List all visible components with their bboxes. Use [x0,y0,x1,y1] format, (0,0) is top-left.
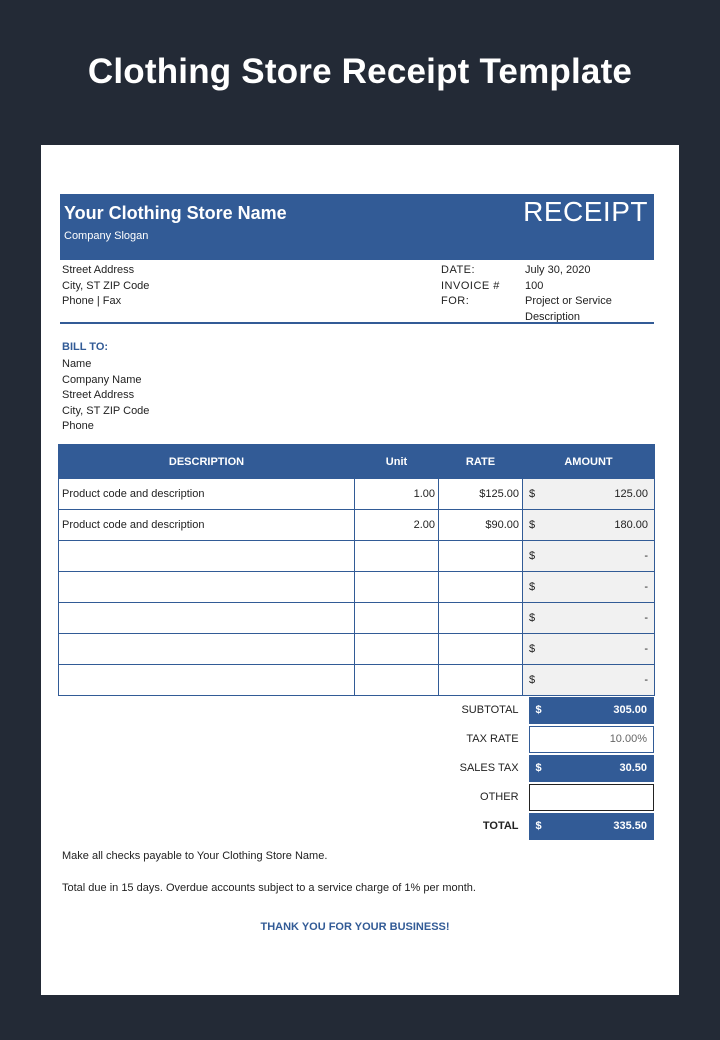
for-value: Project or Service [525,295,612,307]
receipt-document [41,145,679,995]
other-box[interactable] [529,784,654,811]
invoice-label: INVOICE # [441,279,500,292]
col-description: DESCRIPTION [59,445,355,479]
tax-rate-value: 10.00% [609,733,647,745]
currency-symbol: $ [535,762,542,774]
tax-rate-label: TAX RATE [466,733,519,745]
table-row [59,541,655,572]
item-rate[interactable]: $90.00 [439,510,523,541]
currency-symbol: $ [535,820,542,832]
date-value: July 30, 2020 [525,264,591,276]
currency-symbol: $ [529,581,536,593]
item-rate[interactable]: $125.00 [439,479,523,510]
other-row [441,783,654,811]
item-rate[interactable] [439,634,523,665]
subtotal-value: 305.00 [613,704,647,716]
table-row [59,572,655,603]
item-unit[interactable] [355,665,439,696]
item-amount: - [644,581,648,593]
item-rate[interactable] [439,603,523,634]
bill-to-block [62,357,149,435]
subtotal-label: SUBTOTAL [461,704,519,716]
item-amount: - [644,612,648,624]
item-description[interactable] [59,541,355,572]
item-amount-cell [523,634,655,665]
item-amount: 125.00 [614,488,648,500]
item-amount-cell [523,572,655,603]
sales-tax-label: SALES TAX [459,762,519,774]
bill-to-line: City, ST ZIP Code [62,404,150,417]
meta-labels [441,263,500,310]
bill-to-line: Company Name [62,373,142,386]
item-rate[interactable] [439,541,523,572]
due-note: Total due in 15 days. Overdue accounts subject to a service charge of 1% per month. [62,882,476,894]
item-amount: - [644,674,648,686]
bill-to-line: Phone [62,420,94,432]
item-description[interactable] [59,603,355,634]
item-rate[interactable] [439,665,523,696]
table-row [59,603,655,634]
table-header-row [59,445,655,479]
for-label: FOR: [441,295,470,307]
item-description[interactable]: Product code and description [59,510,355,541]
table-row [59,510,655,541]
currency-symbol: $ [529,550,536,562]
table-row [59,479,655,510]
line-items-table [58,444,655,696]
store-name: Your Clothing Store Name [64,203,287,223]
address-line: City, ST ZIP Code [62,279,150,292]
store-address [62,263,149,310]
total-box [529,813,654,840]
table-row [59,665,655,696]
currency-symbol: $ [535,704,542,716]
col-amount: AMOUNT [523,445,655,479]
item-amount-cell [523,665,655,696]
item-description[interactable] [59,634,355,665]
page-title: Clothing Store Receipt Template [87,52,633,91]
tax-rate-box[interactable] [529,726,654,753]
invoice-value: 100 [525,279,544,292]
currency-symbol: $ [529,488,536,500]
header-divider [60,322,654,324]
item-unit[interactable]: 2.00 [355,510,439,541]
item-description[interactable] [59,572,355,603]
item-unit[interactable] [355,541,439,572]
meta-values [525,263,635,325]
checks-note: Make all checks payable to Your Clothing Store Name. [62,850,328,862]
item-amount: - [644,550,648,562]
thank-you-message: THANK YOU FOR YOUR BUSINESS! [260,921,450,933]
address-line: Street Address [62,264,135,276]
sales-tax-box [529,755,654,782]
col-unit: Unit [355,445,439,479]
company-slogan: Company Slogan [64,230,149,242]
item-unit[interactable]: 1.00 [355,479,439,510]
item-amount-cell [523,510,655,541]
subtotal-row [441,696,654,724]
item-unit[interactable] [355,572,439,603]
bill-to-heading: BILL TO: [62,341,109,353]
total-label: TOTAL [482,820,519,832]
item-rate[interactable] [439,572,523,603]
item-description[interactable] [59,665,355,696]
other-label: OTHER [480,791,519,803]
item-description[interactable]: Product code and description [59,479,355,510]
total-row [441,812,654,840]
receipt-header-bar [60,194,654,260]
currency-symbol: $ [529,674,536,686]
table-row [59,634,655,665]
item-amount: - [644,643,648,655]
col-rate: RATE [439,445,523,479]
item-unit[interactable] [355,634,439,665]
receipt-label: RECEIPT [523,196,648,227]
currency-symbol: $ [529,612,536,624]
subtotal-box [529,697,654,724]
date-label: DATE: [441,264,476,276]
currency-symbol: $ [529,643,536,655]
item-unit[interactable] [355,603,439,634]
item-amount: 180.00 [614,519,648,531]
item-amount-cell [523,479,655,510]
address-line: Phone | Fax [62,295,122,307]
bill-to-line: Street Address [62,389,135,401]
item-amount-cell [523,541,655,572]
total-value: 335.50 [613,820,647,832]
currency-symbol: $ [529,519,536,531]
sales-tax-value: 30.50 [619,762,647,774]
bill-to-line: Name [62,358,92,370]
item-amount-cell [523,603,655,634]
sales-tax-row [441,754,654,782]
tax-rate-row [441,725,654,753]
for-value-cont: Description [525,310,581,323]
